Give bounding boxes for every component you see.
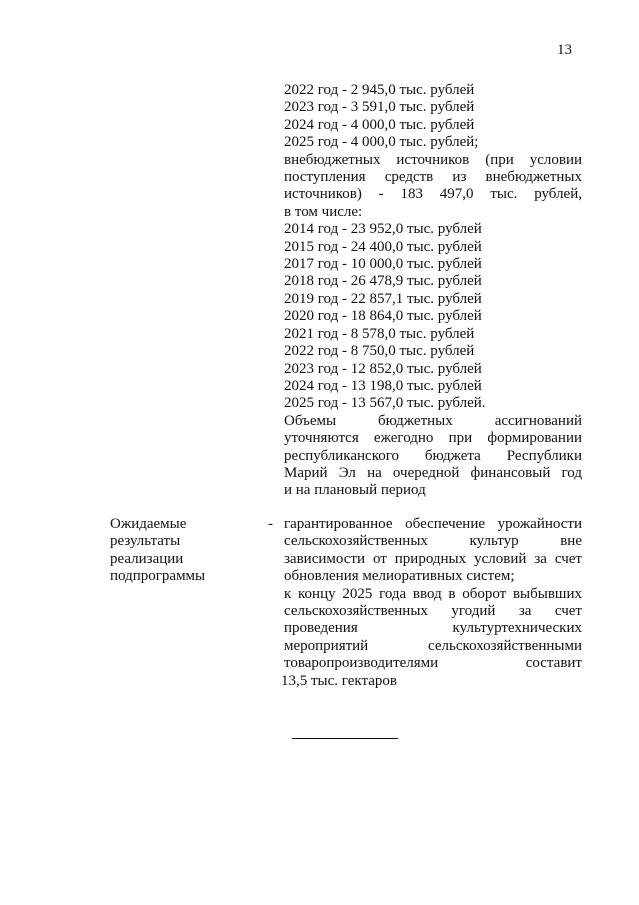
budget-note-line: уточняются ежегодно при формировании	[284, 430, 582, 447]
row-dash: -	[268, 516, 273, 532]
result-line: сельскохозяйственных угодий за счет	[284, 603, 582, 620]
result-line: гарантированное обеспечение урожайности	[284, 516, 582, 532]
page-number: 13	[557, 42, 572, 58]
result-line: проведения культуртехнических	[284, 620, 582, 637]
extrabudget-intro-line: источников) - 183 497,0 тыс. рублей,	[284, 186, 582, 203]
budget-note-line: Марий Эл на очередной финансовый год	[284, 464, 582, 481]
result-line: к концу 2025 года ввод в оборот выбывших	[284, 585, 582, 602]
extrabudget-year-line: 2023 год - 12 852,0 тыс. рублей	[284, 360, 482, 377]
extrabudget-intro-line: в том числе:	[284, 203, 363, 220]
extrabudget-year-line: 2019 год - 22 857,1 тыс. рублей	[284, 290, 482, 307]
funding-line: 2022 год - 2 945,0 тыс. рублей	[284, 82, 475, 98]
funding-line: 2024 год - 4 000,0 тыс. рублей	[284, 116, 475, 133]
label-line: результаты	[110, 533, 181, 550]
extrabudget-year-line: 2017 год - 10 000,0 тыс. рублей	[284, 256, 482, 273]
expected-results-label	[110, 516, 260, 586]
funding-line: 2023 год - 3 591,0 тыс. рублей	[284, 99, 475, 116]
result-line: мероприятий сельскохозяйственными	[284, 637, 582, 654]
result-line: сельскохозяйственных культур вне	[284, 533, 582, 550]
extrabudget-intro-line: поступления средств из внебюджетных	[284, 169, 582, 186]
extrabudget-year-line: 2024 год - 13 198,0 тыс. рублей	[284, 377, 482, 394]
extrabudget-intro-line: внебюджетных источников (при условии	[284, 151, 582, 168]
expected-results-text	[281, 516, 582, 690]
extrabudget-year-line: 2021 год - 8 578,0 тыс. рублей	[284, 325, 475, 342]
label-line: подпрограммы	[110, 568, 206, 585]
extrabudget-year-line: 2020 год - 18 864,0 тыс. рублей	[284, 308, 482, 325]
result-line: зависимости от природных условий за счет	[284, 550, 582, 567]
end-divider	[292, 738, 398, 739]
budget-note-line: и на плановый период	[284, 482, 426, 499]
result-line: 13,5 тыс. гектаров	[281, 672, 397, 689]
budget-note-line: Объемы бюджетных ассигнований	[284, 412, 582, 429]
label-line: реализации	[110, 550, 184, 567]
funding-sources-block	[284, 82, 582, 500]
funding-line: 2025 год - 4 000,0 тыс. рублей;	[284, 134, 479, 151]
extrabudget-year-line: 2022 год - 8 750,0 тыс. рублей	[284, 343, 475, 360]
extrabudget-year-line: 2014 год - 23 952,0 тыс. рублей	[284, 221, 482, 238]
budget-note-line: республиканского бюджета Республики	[284, 447, 582, 464]
result-line: товаропроизводителями составит	[284, 655, 582, 672]
extrabudget-year-line: 2025 год - 13 567,0 тыс. рублей.	[284, 395, 486, 412]
result-line: обновления мелиоративных систем;	[284, 568, 515, 585]
extrabudget-year-line: 2015 год - 24 400,0 тыс. рублей	[284, 238, 482, 255]
label-line: Ожидаемые	[110, 516, 187, 532]
extrabudget-year-line: 2018 год - 26 478,9 тыс. рублей	[284, 273, 482, 290]
